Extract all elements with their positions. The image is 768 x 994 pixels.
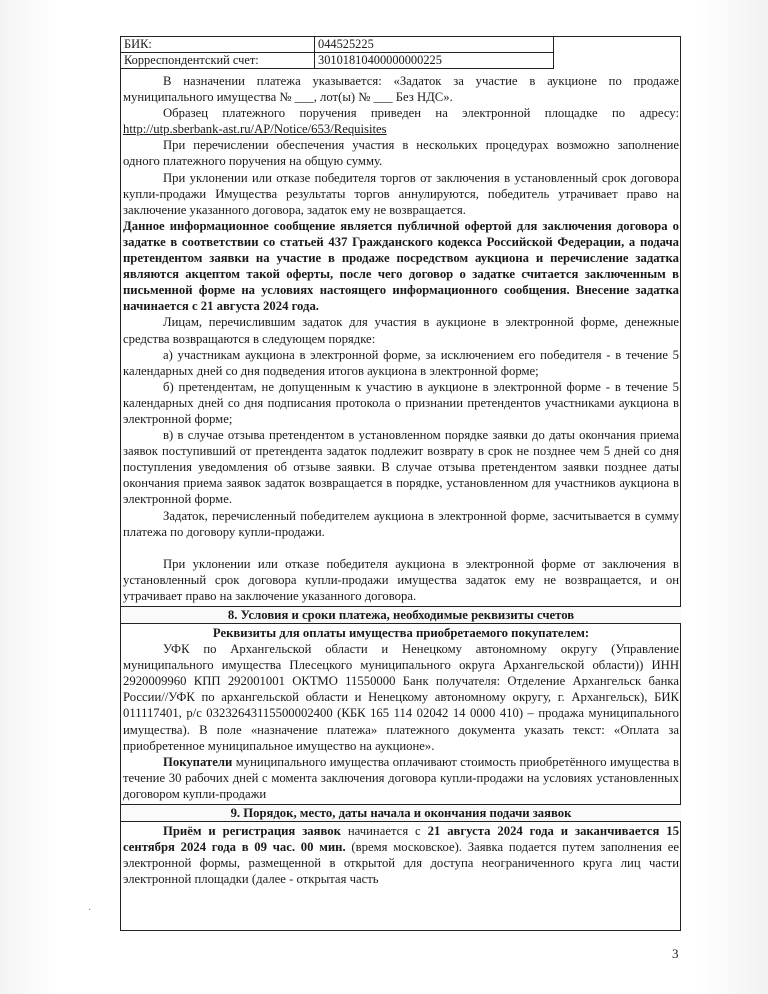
application-bold-b: 21 августа 2024 года и заканчивается 15 сентября 2024 года в 09 час. 00 мин. (123, 824, 679, 855)
requisites-link[interactable]: http://utp.sberbank-ast.ru/AP/Notice/653/Requisites (123, 122, 387, 137)
application-bold-a: Приём и регистрация заявок (163, 824, 341, 839)
payment-requisites-paragraph: УФК по Архангельской области и Ненецкому автономному округу (Управление муниципального имущества Плесецкого муниципального округа Архангельской области)) ИНН 2920009960 КПП 292001001 ОКТМО 11550000 Банк получателя: Отделение Архангельск банка России//УФК по архангельской области и Ненецкому автономному округу, г. Архангельск), БИК 011117401, р/с 03232643115500002400 (КБК 165 114 02042 14 0000 410) – продажа муниципального имущества). В поле «назначение платежа» платежного документа указать текст: «Оплата за приобретенное муниципальное имущество на аукционе». (123, 642, 679, 753)
corr-account-value: 30101810400000000225 (315, 53, 554, 69)
table-row (121, 37, 554, 53)
section-8-title: 8. Условия и сроки платежа, необходимые реквизиты счетов (121, 606, 681, 624)
winner-refusal-paragraph: При уклонении или отказе победителя торгов от заключения в установленный срок договора купли-продажи Имущества результаты торгов аннулируются, победитель утрачивает право на заключение указанного договора, задаток ему не возвращается. (123, 170, 679, 217)
deposit-counted-paragraph: Задаток, перечисленный победителем аукциона в электронной форме, засчитывается в сумму платежа по договору купли-продажи. (123, 508, 679, 539)
buyers-bold: Покупатели (163, 754, 233, 769)
refund-intro-paragraph: Лицам, перечислившим задаток для участия в аукционе в электронной форме, денежные средства возвращаются в следующем порядке: (123, 315, 679, 346)
bik-value: 044525225 (315, 37, 554, 53)
page-number: 3 (672, 946, 679, 961)
bik-label: БИК: (121, 37, 315, 53)
corr-account-label: Корреспондентский счет: (121, 53, 315, 69)
refund-item-a: а) участникам аукциона в электронной форме, за исключением его победителя - в течение 5 календарных дней со дня подведения итогов аукциона в электронной форме; (123, 347, 679, 378)
sample-order-text: Образец платежного поручения приведен на электронной площадке по адресу: (163, 106, 679, 121)
auction-winner-refusal-paragraph: При уклонении или отказе победителя аукциона в электронной форме от заключения в установленный срок договора купли-продажи имущества задаток ему не возвращается, и он утрачивает право на заключение указанного договора. (123, 556, 679, 603)
section-9-title: 9. Порядок, место, даты начала и окончания подачи заявок (121, 804, 681, 822)
buyers-payment-paragraph (123, 754, 679, 802)
refund-item-c: в) в случае отзыва претендентом в установленном порядке заявки до даты окончания приема заявок поступивший от претендента задаток подлежит возврату в срок не позднее чем 5 дней со дня поступления уведомления об отзыве заявки. В случае отзыва претендентом заявки позднее даты окончания приема заявок задаток возвращается в порядке, установленном для участников аукциона в электронной форме. (123, 428, 679, 507)
scan-mark: · (88, 905, 92, 916)
document-body (121, 73, 681, 887)
combined-payment-paragraph: При перечислении обеспечения участия в нескольких процедурах возможно заполнение одного платежного поручения на общую сумму. (123, 138, 679, 169)
sample-order-paragraph (123, 105, 679, 137)
application-text-a: начинается с (340, 824, 428, 839)
spacer (121, 540, 681, 556)
refund-item-b: б) претендентам, не допущенным к участию в аукционе в электронной форме - в течение 5 календарных дней со дня подписания протокола о признании претендентов участниками аукциона в электронной форме; (123, 379, 679, 426)
application-text-b: (время московское). Заявка подается путем заполнения ее электронной формы, размещенной в открытой для доступа неограниченного круга лиц части электронной площадки (далее - открытая часть (123, 840, 679, 887)
bank-requisites-table (120, 36, 554, 69)
public-offer-paragraph: Данное информационное сообщение является публичной офертой для заключения договора о задатке в соответствии со статьей 437 Гражданского кодекса Российской Федерации, а подача претендентом заявки на участие в продаже посредством аукциона и перечисление задатка являются акцептом такой оферты, после чего договор о задатке считается заключенным в письменной форме на условиях настоящего информационного сообщения. Внесение задатка начинается с 21 августа 2024 года. (123, 218, 679, 314)
buyers-text: муниципального имущества оплачивают стоимость приобретённого имущества в течение 30 рабочих дней с момента заключения договора купли-продажи на условиях установленных договором купли-продажи (123, 754, 679, 801)
table-row (121, 53, 554, 69)
application-dates-paragraph (123, 823, 679, 887)
section-8-subtitle: Реквизиты для оплаты имущества приобретаемого покупателем: (212, 626, 590, 640)
payment-purpose-paragraph: В назначении платежа указывается: «Задаток за участие в аукционе по продаже муниципального имущества № ___, лот(ы) № ___ Без НДС». (123, 74, 679, 105)
